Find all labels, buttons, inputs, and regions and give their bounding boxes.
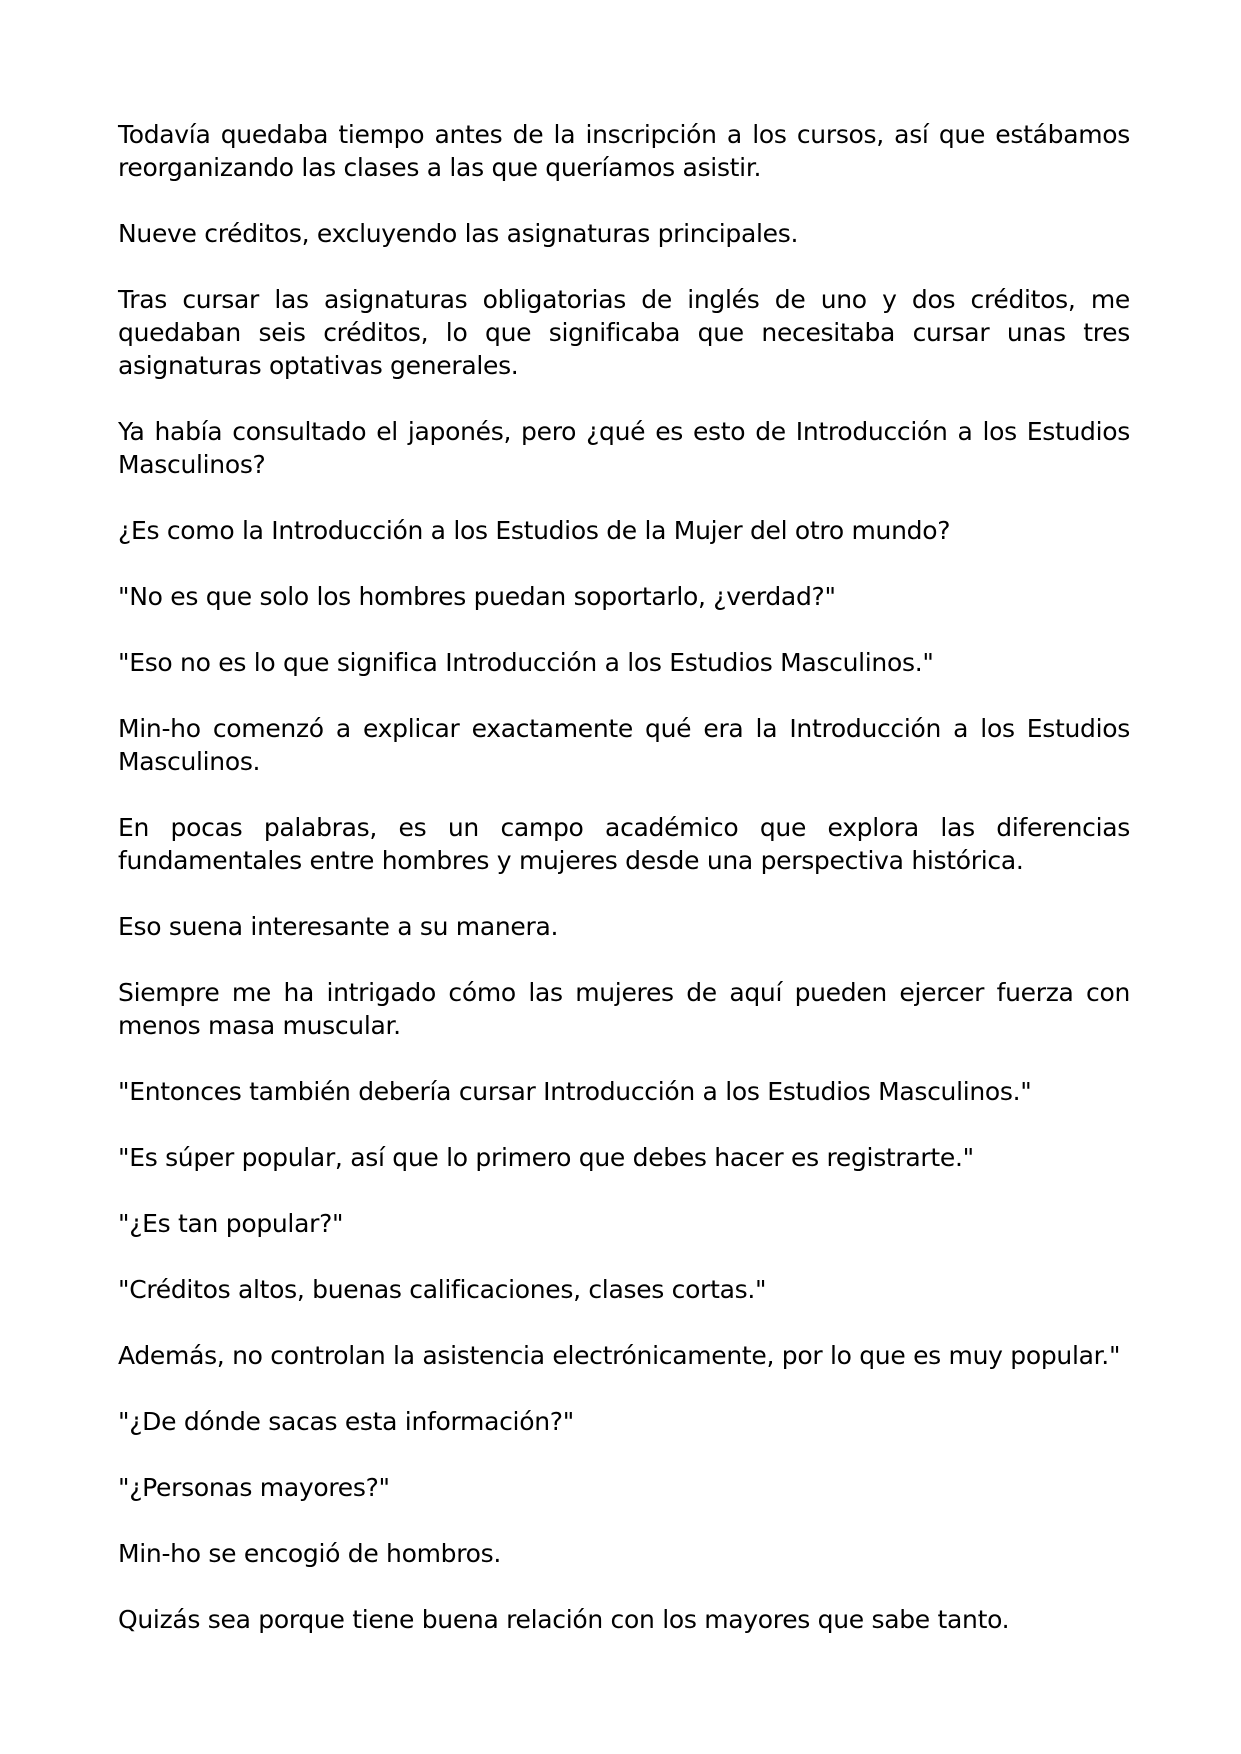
paragraph-8: Min-ho comenzó a explicar exactamente qué era la Introducción a los Estudios Masculinos.: [118, 714, 1130, 776]
paragraph-14: "¿Es tan popular?": [118, 1209, 344, 1238]
body-text: [118, 118, 1130, 1669]
paragraph-6: "No es que solo los hombres puedan soportarlo, ¿verdad?": [118, 582, 836, 611]
paragraph-20: Quizás sea porque tiene buena relación con los mayores que sabe tanto.: [118, 1605, 1010, 1634]
paragraph-17: "¿De dónde sacas esta información?": [118, 1407, 574, 1436]
paragraph-4: Ya había consultado el japonés, pero ¿qué es esto de Introducción a los Estudios Masculinos?: [118, 417, 1130, 479]
paragraph-2: Nueve créditos, excluyendo las asignaturas principales.: [118, 219, 799, 248]
paragraph-5: ¿Es como la Introducción a los Estudios de la Mujer del otro mundo?: [118, 516, 951, 545]
paragraph-9: En pocas palabras, es un campo académico que explora las diferencias fundamentales entre hombres y mujeres desde una perspectiva histórica.: [118, 813, 1130, 875]
paragraph-10: Eso suena interesante a su manera.: [118, 912, 559, 941]
paragraph-1: Todavía quedaba tiempo antes de la inscripción a los cursos, así que estábamos reorganizando las clases a las que queríamos asistir.: [118, 120, 1130, 182]
paragraph-3: Tras cursar las asignaturas obligatorias de inglés de uno y dos créditos, me quedaban seis créditos, lo que significaba que necesitaba cursar unas tres asignaturas optativas generales.: [118, 285, 1130, 380]
paragraph-7: "Eso no es lo que significa Introducción a los Estudios Masculinos.": [118, 648, 934, 677]
paragraph-16: Además, no controlan la asistencia electrónicamente, por lo que es muy popular.": [118, 1341, 1121, 1370]
paragraph-12: "Entonces también debería cursar Introducción a los Estudios Masculinos.": [118, 1077, 1032, 1106]
paragraph-19: Min-ho se encogió de hombros.: [118, 1539, 501, 1568]
paragraph-11: Siempre me ha intrigado cómo las mujeres de aquí pueden ejercer fuerza con menos masa muscular.: [118, 978, 1130, 1040]
paragraph-15: "Créditos altos, buenas calificaciones, clases cortas.": [118, 1275, 767, 1304]
paragraph-13: "Es súper popular, así que lo primero que debes hacer es registrarte.": [118, 1143, 974, 1172]
paragraph-18: "¿Personas mayores?": [118, 1473, 390, 1502]
